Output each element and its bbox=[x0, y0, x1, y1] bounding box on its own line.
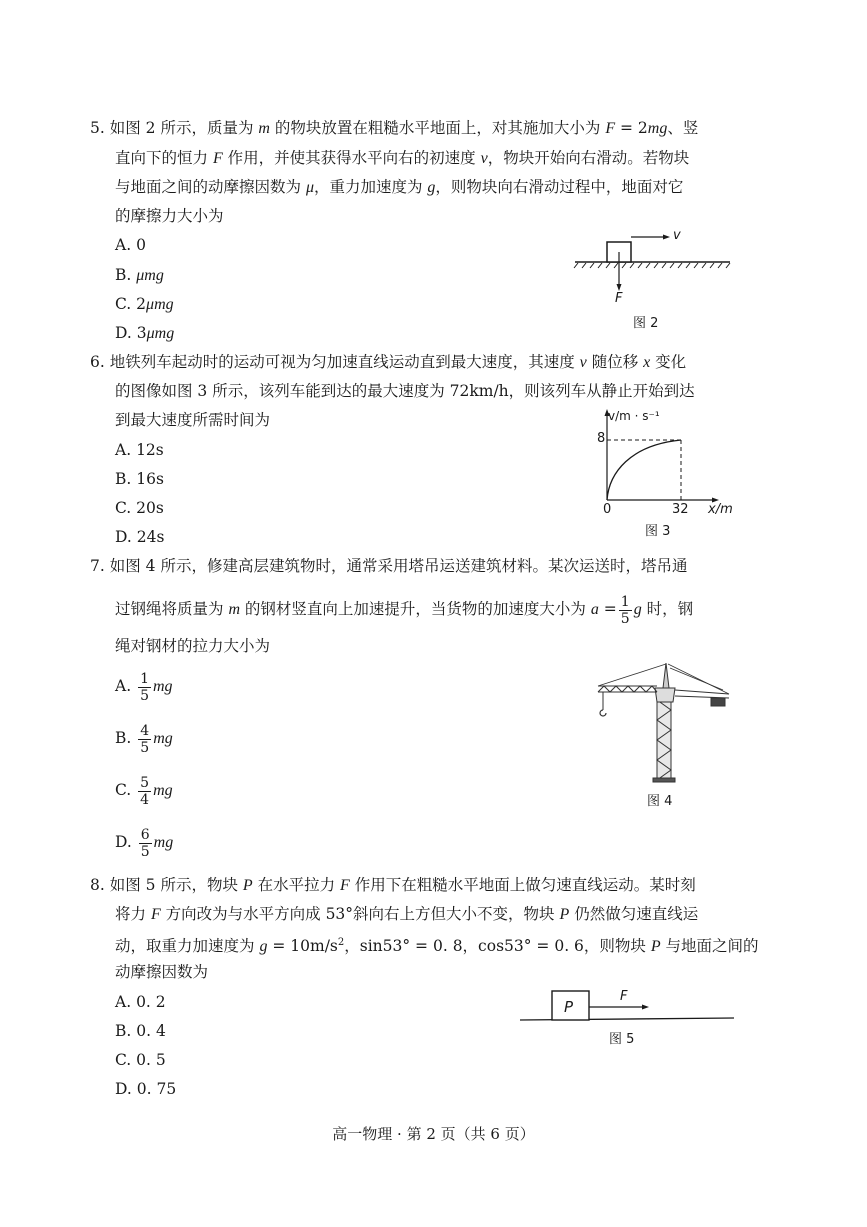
q7-line-2: 过钢绳将质量为 m 的钢材竖直向上加速提升，当货物的加速度大小为 a = $\frac{1}{5}$ g 时，钢 bbox=[115, 593, 694, 627]
q6-line-2: 的图像如图 3 所示，该列车能到达的最大速度为 72km/h，则该列车从静止开始到达 bbox=[115, 382, 695, 400]
q6-option-b[interactable]: B. 16s bbox=[115, 470, 164, 488]
crane-hook bbox=[600, 710, 606, 716]
q7-option-a[interactable]: A. $\frac{1}{5}$ mg bbox=[115, 670, 173, 704]
q6-option-a[interactable]: A. 12s bbox=[115, 441, 164, 459]
q8-line-1: 8. 如图 5 所示，物块 P 在水平拉力 F 作用下在粗糙水平地面上做匀速直线运动。某时刻 bbox=[90, 876, 696, 894]
figure-4 bbox=[595, 660, 735, 785]
q5-option-b[interactable]: B. μmg bbox=[115, 266, 164, 284]
q5-option-d[interactable]: D. 3μmg bbox=[115, 324, 175, 342]
crane-cab bbox=[655, 688, 675, 702]
q8-line-2: 将力 F 方向改为与水平方向成 53°斜向右上方但大小不变，物块 P 仍然做匀速直线运 bbox=[115, 905, 699, 923]
q5-option-a[interactable]: A. 0 bbox=[115, 236, 146, 254]
fig5-force-label: F bbox=[620, 989, 628, 1004]
fig3-xlabel: x/m bbox=[708, 502, 733, 517]
q6-line-3: 到最大速度所需时间为 bbox=[115, 411, 271, 429]
fig5-caption: 图 5 bbox=[609, 1032, 635, 1047]
q8-option-d[interactable]: D. 0. 75 bbox=[115, 1080, 177, 1098]
q7-acceleration-fraction: $\frac{1}{5}$ bbox=[620, 593, 630, 627]
q7-option-d[interactable]: D. $\frac{6}{5}$ mg bbox=[115, 826, 174, 860]
crane-peak bbox=[663, 663, 669, 688]
q7-line-3: 绳对钢材的拉力大小为 bbox=[115, 637, 271, 655]
fig3-x-tick: 32 bbox=[672, 502, 689, 517]
q5-line-1: 5. 如图 2 所示，质量为 m 的物块放置在粗糙水平地面上，对其施加大小为 F = 2mg、竖 bbox=[90, 119, 699, 137]
q7-option-c[interactable]: C. $\frac{5}{4}$ mg bbox=[115, 774, 173, 808]
fig3-curve bbox=[607, 440, 681, 500]
q7-option-b[interactable]: B. $\frac{4}{5}$ mg bbox=[115, 722, 173, 756]
q8-line-4: 动摩擦因数为 bbox=[115, 963, 209, 981]
page-footer: 高一物理 · 第 2 页（共 6 页） bbox=[332, 1125, 535, 1143]
crane-mast bbox=[653, 700, 675, 782]
fig3-ylabel: v/m · s⁻¹ bbox=[608, 409, 660, 423]
q7-line-1: 7. 如图 4 所示，修建高层建筑物时，通常采用塔吊运送建筑材料。某次运送时，塔吊通 bbox=[90, 557, 688, 575]
fig3-origin: 0 bbox=[603, 502, 612, 517]
q8-line-3: 动，取重力加速度为 $g = 10m/s^2$，sin53° = 0. 8，cos53° = 0. 6，则物块 P 与地面之间的 bbox=[115, 937, 759, 956]
q5-line-3: 与地面之间的动摩擦因数为 μ，重力加速度为 g，则物块向右滑动过程中，地面对它 bbox=[115, 178, 684, 196]
fig5-block-label: P bbox=[564, 998, 574, 1016]
fig2-caption: 图 2 bbox=[633, 316, 659, 331]
figure-5 bbox=[518, 985, 738, 1025]
q8-option-b[interactable]: B. 0. 4 bbox=[115, 1022, 166, 1040]
q6-option-d[interactable]: D. 24s bbox=[115, 528, 165, 546]
q5-line-4: 的摩擦力大小为 bbox=[115, 207, 224, 225]
q8-option-c[interactable]: C. 0. 5 bbox=[115, 1051, 166, 1069]
fig2-force-label: F bbox=[615, 291, 623, 306]
fig3-y-tick: 8 bbox=[597, 431, 606, 446]
q5-line-2: 直向下的恒力 F 作用，并使其获得水平向右的初速度 v，物块开始向右滑动。若物块 bbox=[115, 149, 690, 167]
q6-option-c[interactable]: C. 20s bbox=[115, 499, 164, 517]
q6-line-1: 6. 地铁列车起动时的运动可视为匀加速直线运动直到最大速度，其速度 v 随位移 x 变化 bbox=[90, 353, 687, 371]
fig4-caption: 图 4 bbox=[647, 794, 673, 809]
q5-option-c[interactable]: C. 2μmg bbox=[115, 295, 174, 313]
fig3-caption: 图 3 bbox=[645, 524, 671, 539]
q8-option-a[interactable]: A. 0. 2 bbox=[115, 993, 166, 1011]
crane-counter-jib bbox=[668, 664, 729, 706]
figure-2 bbox=[570, 230, 740, 320]
fig2-velocity-label: v bbox=[673, 228, 681, 243]
